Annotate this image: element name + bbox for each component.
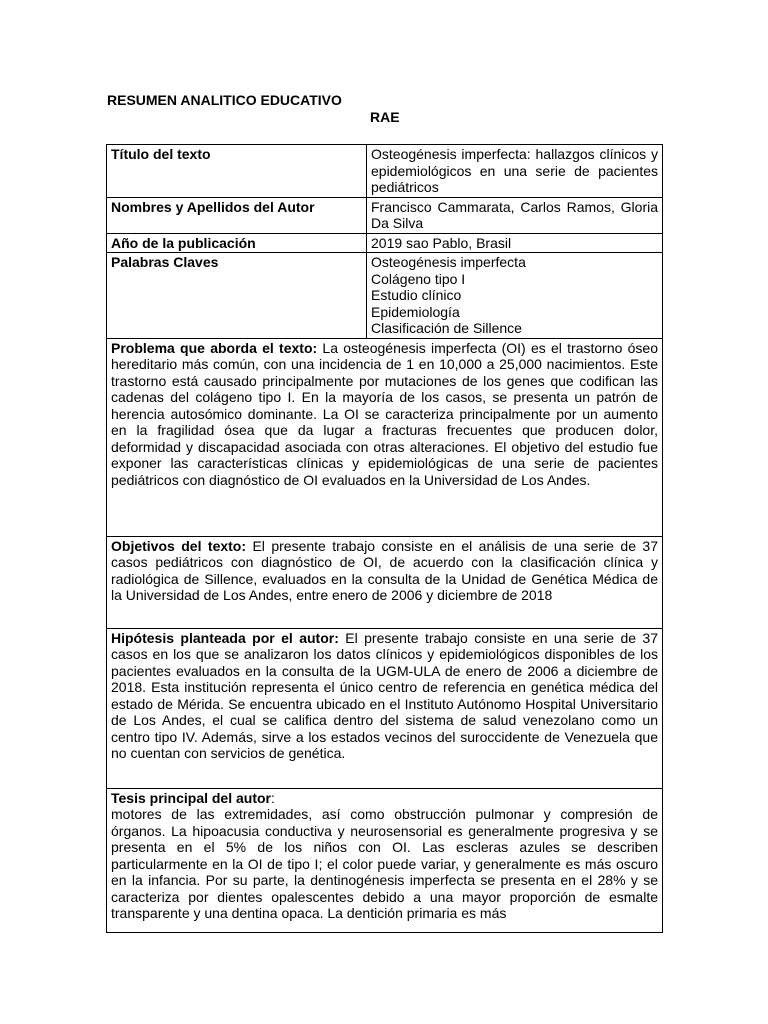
document-title: RESUMEN ANALITICO EDUCATIVO [107,92,342,108]
row-hipotesis [107,628,663,788]
keyword-item: Clasificación de Sillence [371,320,522,336]
row-palabras [107,253,663,339]
section-problema [107,338,663,536]
keyword-item: Osteogénesis imperfecta [371,254,526,270]
keyword-item: Estudio clínico [371,287,462,303]
colon-tesis: : [271,789,275,806]
text-tesis: motores de las extremidades, así como obstrucción pulmonar y compresión de órganos. La hipoacusia conductiva y neurosensorial es generalmente progresiva y se presenta en el 5% de los niños con OI. Las escleras azules se describen particularmente en la OI de tipo I; el color puede variar, y generalmente es más oscuro en la infancia. Por su parte, la dentinogénesis imperfecta se presenta en el 28% y se caracteriza por dientes opalescentes debido a una mayor proporción de esmalte transparente y una dentina opaca. La dentición primaria es más [111,806,658,921]
section-objetivos [107,536,663,628]
value-titulo: Osteogénesis imperfecta: hallazgos clínicos y epidemiológicos en una serie de pacientes pediátricos [367,145,663,198]
text-objetivos: El presente trabajo consiste en el análisis de una serie de 37 casos pediátricos con diagnóstico de OI, de acuerdo con la clasificación clínica y radiológica de Sillence, evaluados en la consulta de la Unidad de Genética Médica de la Universidad de Los Andes, entre enero de 2006 y diciembre de 2018 [111,537,658,603]
row-problema [107,338,663,536]
keyword-item: Colágeno tipo I [371,270,466,287]
label-hipotesis: Hipótesis planteada por el autor: [111,629,339,646]
section-hipotesis [107,628,663,788]
row-anio [107,233,663,253]
rae-table [106,144,663,933]
keyword-item: Epidemiología [371,303,460,320]
section-tesis [107,788,663,932]
row-tesis [107,788,663,932]
label-problema: Problema que aborda el texto: [111,339,318,356]
value-anio: 2019 sao Pablo, Brasil [367,233,663,253]
text-problema: La osteogénesis imperfecta (OI) es el trastorno óseo hereditario más común, con una incidencia de 1 en 10,000 a 25,000 nacimientos. Este trastorno está causado principalmente por mutaciones de los genes que codifican las cadenas del colágeno tipo I. En la mayoría de los casos, se presenta un patrón de herencia autosómico dominante. La OI se caracteriza principalmente por un aumento en la fragilidad ósea que da lugar a fracturas frecuentes que producen dolor, deformidad y discapacidad asociada con otras alteraciones. El objetivo del estudio fue exponer las características clínicas y epidemiológicas de una serie de pacientes pediátricos con diagnóstico de OI evaluados en la Universidad de Los Andes. [111,339,659,488]
row-autor [107,197,663,233]
label-titulo: Título del texto [107,145,367,198]
row-titulo [107,145,663,198]
value-autor: Francisco Cammarata, Carlos Ramos, Gloria Da Silva [367,197,663,233]
keywords-list [367,253,663,339]
label-tesis: Tesis principal del autor [111,789,272,806]
text-hipotesis: El presente trabajo consiste en una serie de 37 casos en los que se analizaron los datos clínicos y epidemiológicos disponibles de los pacientes evaluados en la consulta de la UGM-ULA de enero de 2006 a diciembre de 2018. Esta institución representa el único centro de referencia en genética médica del estado de Mérida. Se encuentra ubicado en el Instituto Autónomo Hospital Universitario de Los Andes, el cual se califica dentro del sistema de salud venezolano como un centro tipo IV. Además, sirve a los estados vecinos del suroccidente de Venezuela que no cuentan con servicios de genética. [111,629,658,761]
label-objetivos: Objetivos del texto: [111,537,247,554]
document-subtitle: RAE [370,109,400,125]
row-objetivos [107,536,663,628]
label-autor: Nombres y Apellidos del Autor [107,197,367,233]
label-anio: Año de la publicación [107,233,367,253]
label-palabras: Palabras Claves [107,253,367,339]
